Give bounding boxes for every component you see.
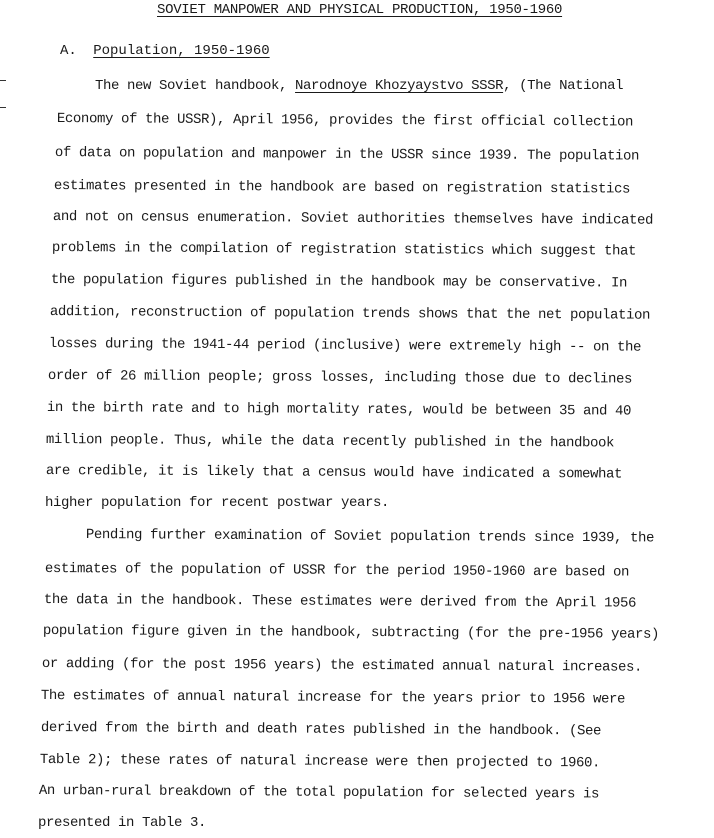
document-title: SOVIET MANPOWER AND PHYSICAL PRODUCTION, 1950-1960 [157,2,563,18]
paragraph-2-line: derived from the birth and death rates published in the handbook. (See [40,720,602,740]
margin-mark [0,107,6,108]
paragraph-1-line: higher population for recent postwar years. [45,495,390,511]
paragraph-1-line: estimates presented in the handbook are based on registration statistics [53,178,631,198]
paragraph-2-line: or adding (for the post 1956 years) the estimated annual natural increases. [41,656,643,676]
paragraph-1-line: million people. Thus, while the data recently published in the handbook [45,432,615,452]
paragraph-1-line: Economy of the USSR), April 1956, provides the first official collection [56,111,634,131]
paragraph-1-line: losses during the 1941-44 period (inclusive) were extremely high -- on the [48,336,642,356]
paragraph-1-line: in the birth rate and to high mortality rates, would be between 35 and 40 [46,400,632,420]
paragraph-2-line: Pending further examination of Soviet population trends since 1939, the [85,527,655,547]
paragraph-1-line-1-post: , (The National [503,78,624,94]
paragraph-1-line: order of 26 million people; gross losses, including those due to declines [47,368,633,388]
paragraph-2-line: the data in the handbook. These estimates were derived from the April 1956 [43,592,637,612]
paragraph-2-line: The estimates of annual natural increase for the years prior to 1956 were [40,688,626,708]
paragraph-2-line: estimates of the population of USSR for the period 1950-1960 are based on [44,561,630,581]
paragraph-2-line: Table 2); these rates of natural increase were then projected to 1960. [39,752,601,772]
paragraph-1-line-1-pre: The new Soviet handbook, [95,78,296,94]
paragraph-1-line-1 [95,78,623,94]
handbook-title: Narodnoye Khozyaystvo SSSR [295,78,504,94]
paragraph-2-line: An urban-rural breakdown of the total population for selected years is [38,783,600,803]
paragraph-1-line: of data on population and manpower in the USSR since 1939. The population [54,145,640,165]
paragraph-1-line: problems in the compilation of registration statistics which suggest that [51,240,637,260]
paragraph-1-line: addition, reconstruction of population trends shows that the net population [49,304,651,324]
margin-mark [0,80,6,81]
paragraph-1-line: and not on census enumeration. Soviet authorities themselves have indicated [52,209,654,229]
section-title: Population, 1950-1960 [93,43,270,59]
paragraph-2-line: presented in Table 3. [38,815,207,831]
section-heading [60,43,270,59]
paragraph-1-line: the population figures published in the handbook may be conservative. In [50,272,628,292]
section-letter: A. [60,43,77,59]
paragraph-1-line: are credible, it is likely that a census would have indicated a somewhat [45,463,623,483]
paragraph-2-line: population figure given in the handbook, subtracting (for the pre-1956 years) [42,623,660,643]
